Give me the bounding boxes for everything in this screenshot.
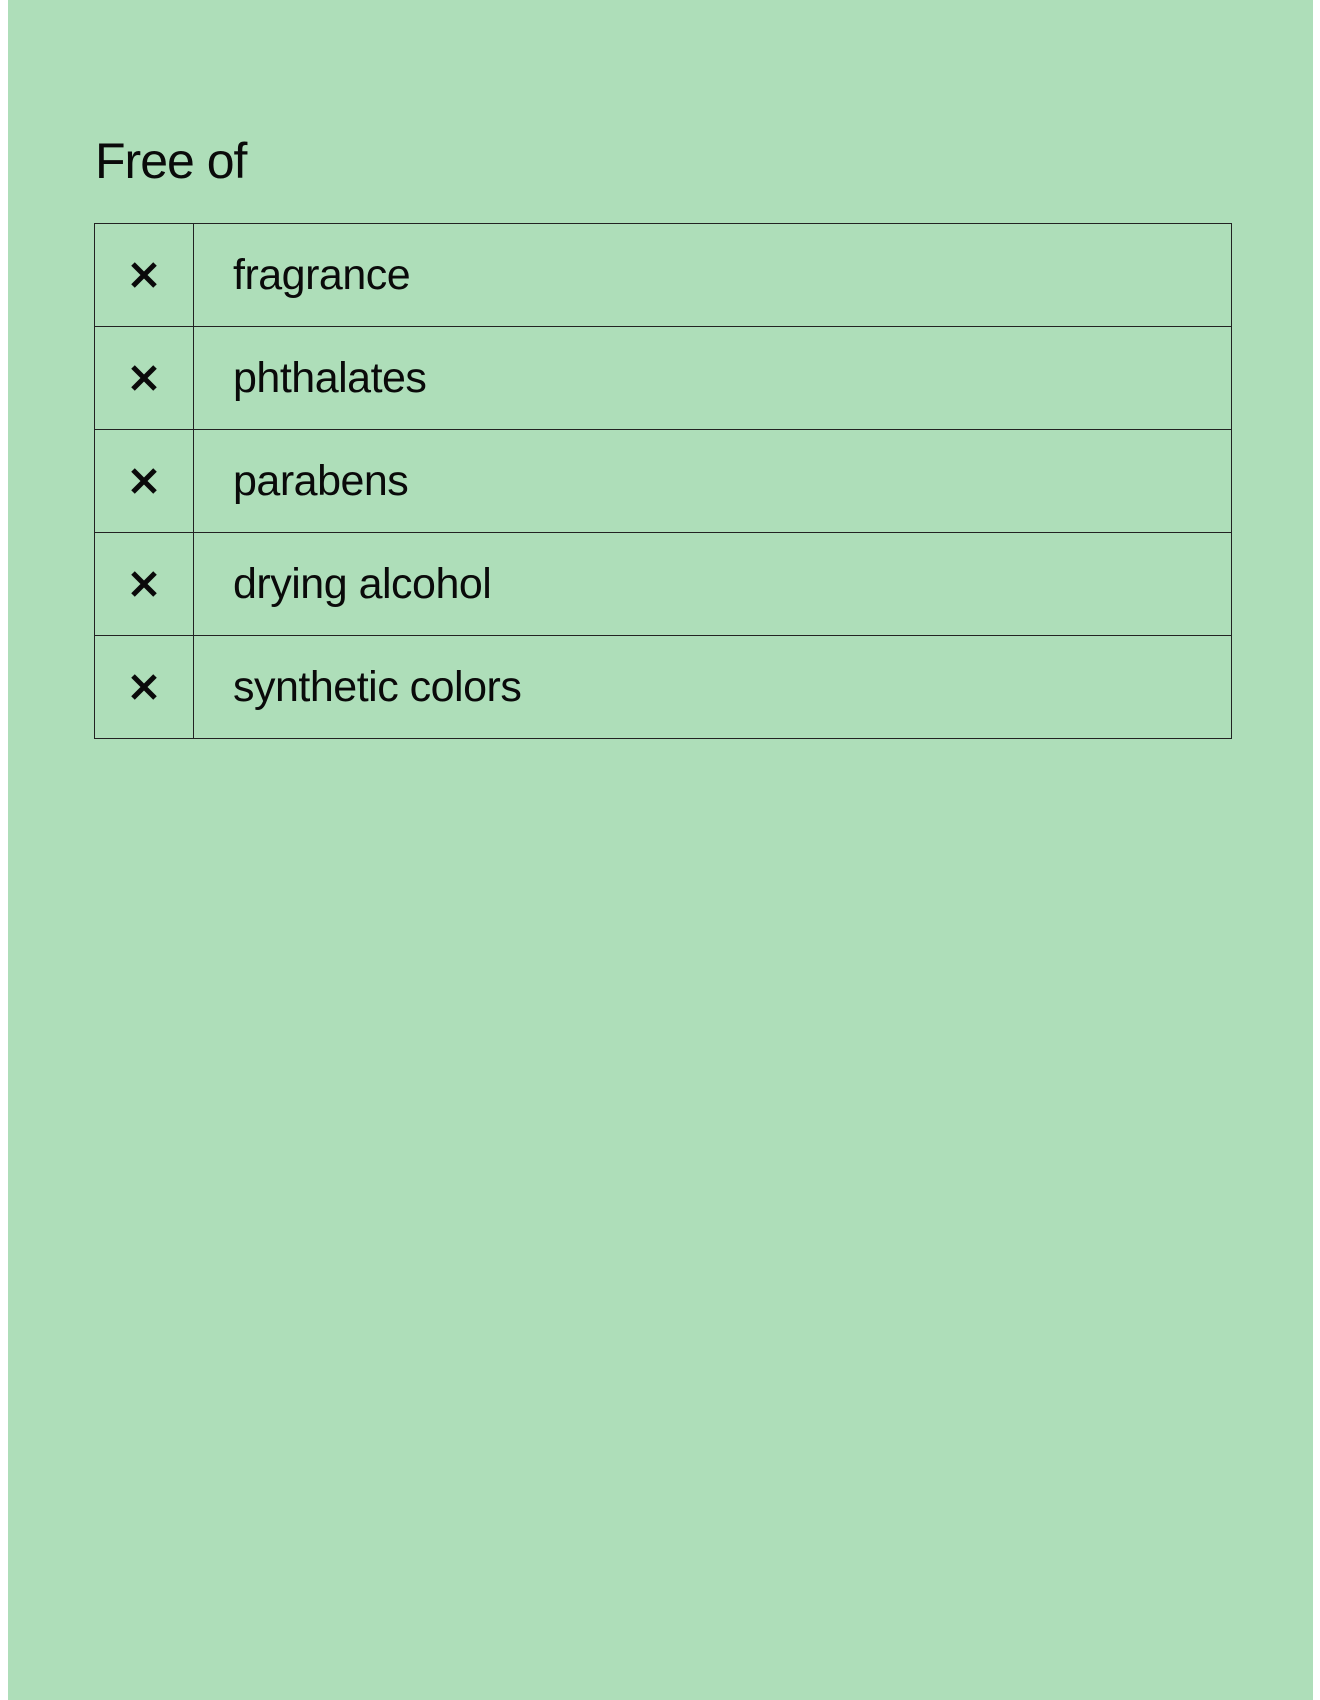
x-icon xyxy=(129,569,159,599)
table-row xyxy=(95,327,1232,430)
item-label: phthalates xyxy=(194,327,1232,430)
x-icon xyxy=(129,363,159,393)
table-row xyxy=(95,533,1232,636)
icon-cell xyxy=(95,224,194,327)
x-icon xyxy=(129,672,159,702)
page-background xyxy=(8,0,1313,1700)
icon-cell xyxy=(95,327,194,430)
item-label: parabens xyxy=(194,430,1232,533)
x-icon xyxy=(129,466,159,496)
x-icon xyxy=(129,260,159,290)
page-title: Free of xyxy=(95,133,247,189)
item-label: drying alcohol xyxy=(194,533,1232,636)
icon-cell xyxy=(95,430,194,533)
icon-cell xyxy=(95,533,194,636)
table-row xyxy=(95,224,1232,327)
item-label: synthetic colors xyxy=(194,636,1232,739)
item-label: fragrance xyxy=(194,224,1232,327)
table-row xyxy=(95,636,1232,739)
free-of-table xyxy=(94,223,1232,739)
icon-cell xyxy=(95,636,194,739)
table-row xyxy=(95,430,1232,533)
